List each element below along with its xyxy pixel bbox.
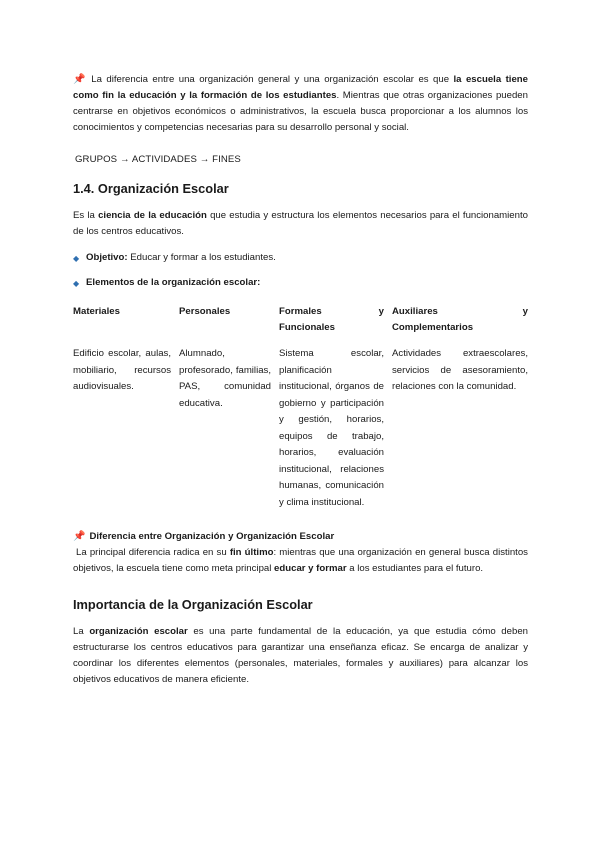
- groups-activities-goals-flow: GRUPOS → ACTIVIDADES → FINES: [75, 154, 241, 165]
- header-materiales: Materiales: [73, 306, 120, 317]
- cell-formales: Sistema escolar, planificación institucional, órganos de gobierno y participación y gestión, horarios, equipos de trabajo, horarios, evaluación institucional, relaciones humanas, comunicación y clima institucional.: [279, 348, 384, 508]
- diamond-bullet-icon: ◆: [73, 279, 80, 288]
- intro-paragraph: 📌 La diferencia entre una organización general y una organización escolar es que la escuela tiene como fin la educación y la formación de los estudiantes. Mientras que otras organizaciones pueden centrarse en objetivos económicos o administrativos, la escuela busca proporcionar a los alumnos los conocimientos y competencias necesarias para su desarrollo personal y social.: [73, 74, 529, 133]
- importance-paragraph: La organización escolar es una parte fundamental de la educación, ya que estudia cómo deben estructurarse los centros educativos para garantizar una enseñanza eficaz. Se encarga de analizar y coordinar los diferentes elementos (personales, materiales, formales y auxiliares) para alcanzar los objetivos educativos de manera eficiente.: [73, 626, 528, 685]
- list-item-elementos: ◆ Elementos de la organización escolar:: [73, 275, 528, 292]
- cell-personales: Alumnado, profesorado, familias, PAS, comunidad educativa.: [179, 348, 271, 409]
- section-title-importancia: Importancia de la Organización Escolar: [73, 597, 313, 612]
- pushpin-icon: 📌: [73, 74, 88, 85]
- document-page: [73, 72, 528, 688]
- table-header-row: [73, 304, 528, 346]
- difference-heading: 📌 Diferencia entre Organización y Organización Escolar: [73, 531, 335, 542]
- definition-paragraph: Es la ciencia de la educación que estudia y estructura los elementos necesarios para el funcionamiento de los centros educativos.: [73, 210, 528, 237]
- header-formales: Formales y Funcionales: [279, 306, 384, 333]
- diamond-bullet-icon: ◆: [73, 254, 80, 263]
- header-auxiliares: Auxiliares y Complementarios: [392, 306, 528, 333]
- cell-auxiliares: Actividades extraescolares, servicios de asesoramiento, relaciones con la comunidad.: [392, 348, 528, 392]
- elements-table: [73, 304, 528, 511]
- pushpin-icon: 📌: [73, 531, 86, 542]
- cell-materiales: Edificio escolar, aulas, mobiliario, recursos audiovisuales.: [73, 348, 171, 392]
- header-personales: Personales: [179, 306, 231, 317]
- table-row: [73, 346, 528, 511]
- section-title-organizacion-escolar: 1.4. Organización Escolar: [73, 181, 229, 196]
- difference-paragraph: La principal diferencia radica en su fin último: mientras que una organización en general busca distintos objetivos, la escuela tiene como meta principal educar y formar a los estudiantes para el futuro.: [73, 547, 528, 574]
- list-item-objetivo: ◆ Objetivo: Educar y formar a los estudiantes.: [73, 250, 528, 267]
